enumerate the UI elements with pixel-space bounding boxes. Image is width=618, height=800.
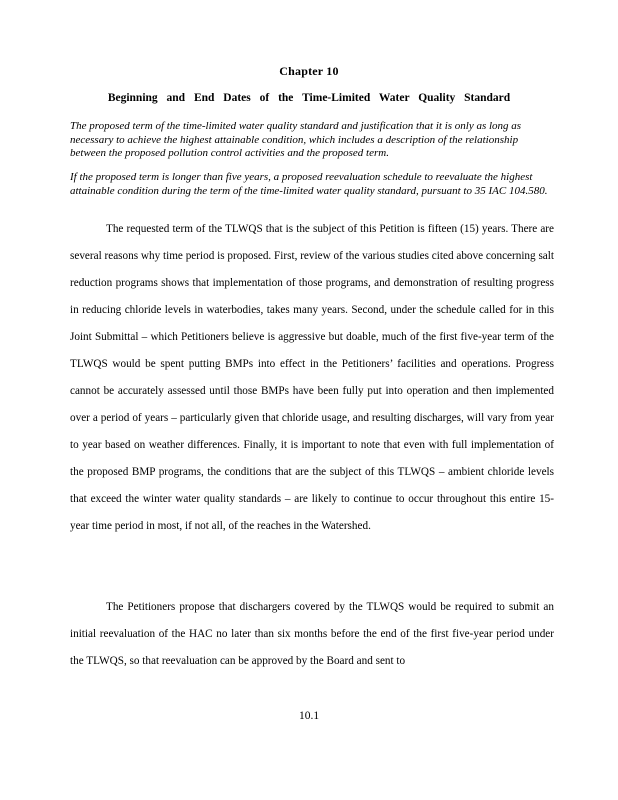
page-number: 10.1 xyxy=(298,710,320,722)
requirement-text-2: If the proposed term is longer than five years, a proposed reevaluation schedule to reevaluate the highest attainable condition during the term of the time-limited water quality standard, pursuant to 35 IAC 104.580. xyxy=(70,171,548,197)
chapter-heading: Chapter 10 xyxy=(279,64,339,78)
body-paragraph-2: The Petitioners propose that dischargers covered by the TLWQS would be required to submit an initial reevaluation of the HAC no later than six months before the end of the first five-year period under the TLWQS, so that reevaluation can be approved by the Board and sent to xyxy=(70,601,554,667)
requirement-text-1: The proposed term of the time-limited water quality standard and justification that it is only as long as necessary to achieve the highest attainable condition, which includes a description of the relationship between the proposed pollution control activities and the proposed term. xyxy=(70,120,522,159)
section-title: Beginning and End Dates of the Time-Limited Water Quality Standard xyxy=(107,92,511,104)
body-paragraph-1: The requested term of the TLWQS that is the subject of this Petition is fifteen (15) years. There are several reasons why time period is proposed. First, review of the various studies cited above concerning salt reduction programs shows that implementation of those programs, and demonstration of resulting progress in reducing chloride levels in waterbodies, takes many years. Second, under the schedule called for in this Joint Submittal – which Petitioners believe is aggressive but doable, much of the first five-year term of the TLWQS would be spent putting BMPs into effect in the Petitioners’ facilities and operations. Progress cannot be accurately assessed until those BMPs have been fully put into operation and then implemented over a period of years – particularly given that chloride usage, and resulting discharges, will vary from year to year based on weather differences. Finally, it is important to note that even with full implementation of the proposed BMP programs, the conditions that are the subject of this TLWQS – ambient chloride levels that exceed the winter water quality standards – are likely to continue to occur throughout this entire 15-year time period in most, if not all, of the reaches in the Watershed. xyxy=(70,223,554,532)
